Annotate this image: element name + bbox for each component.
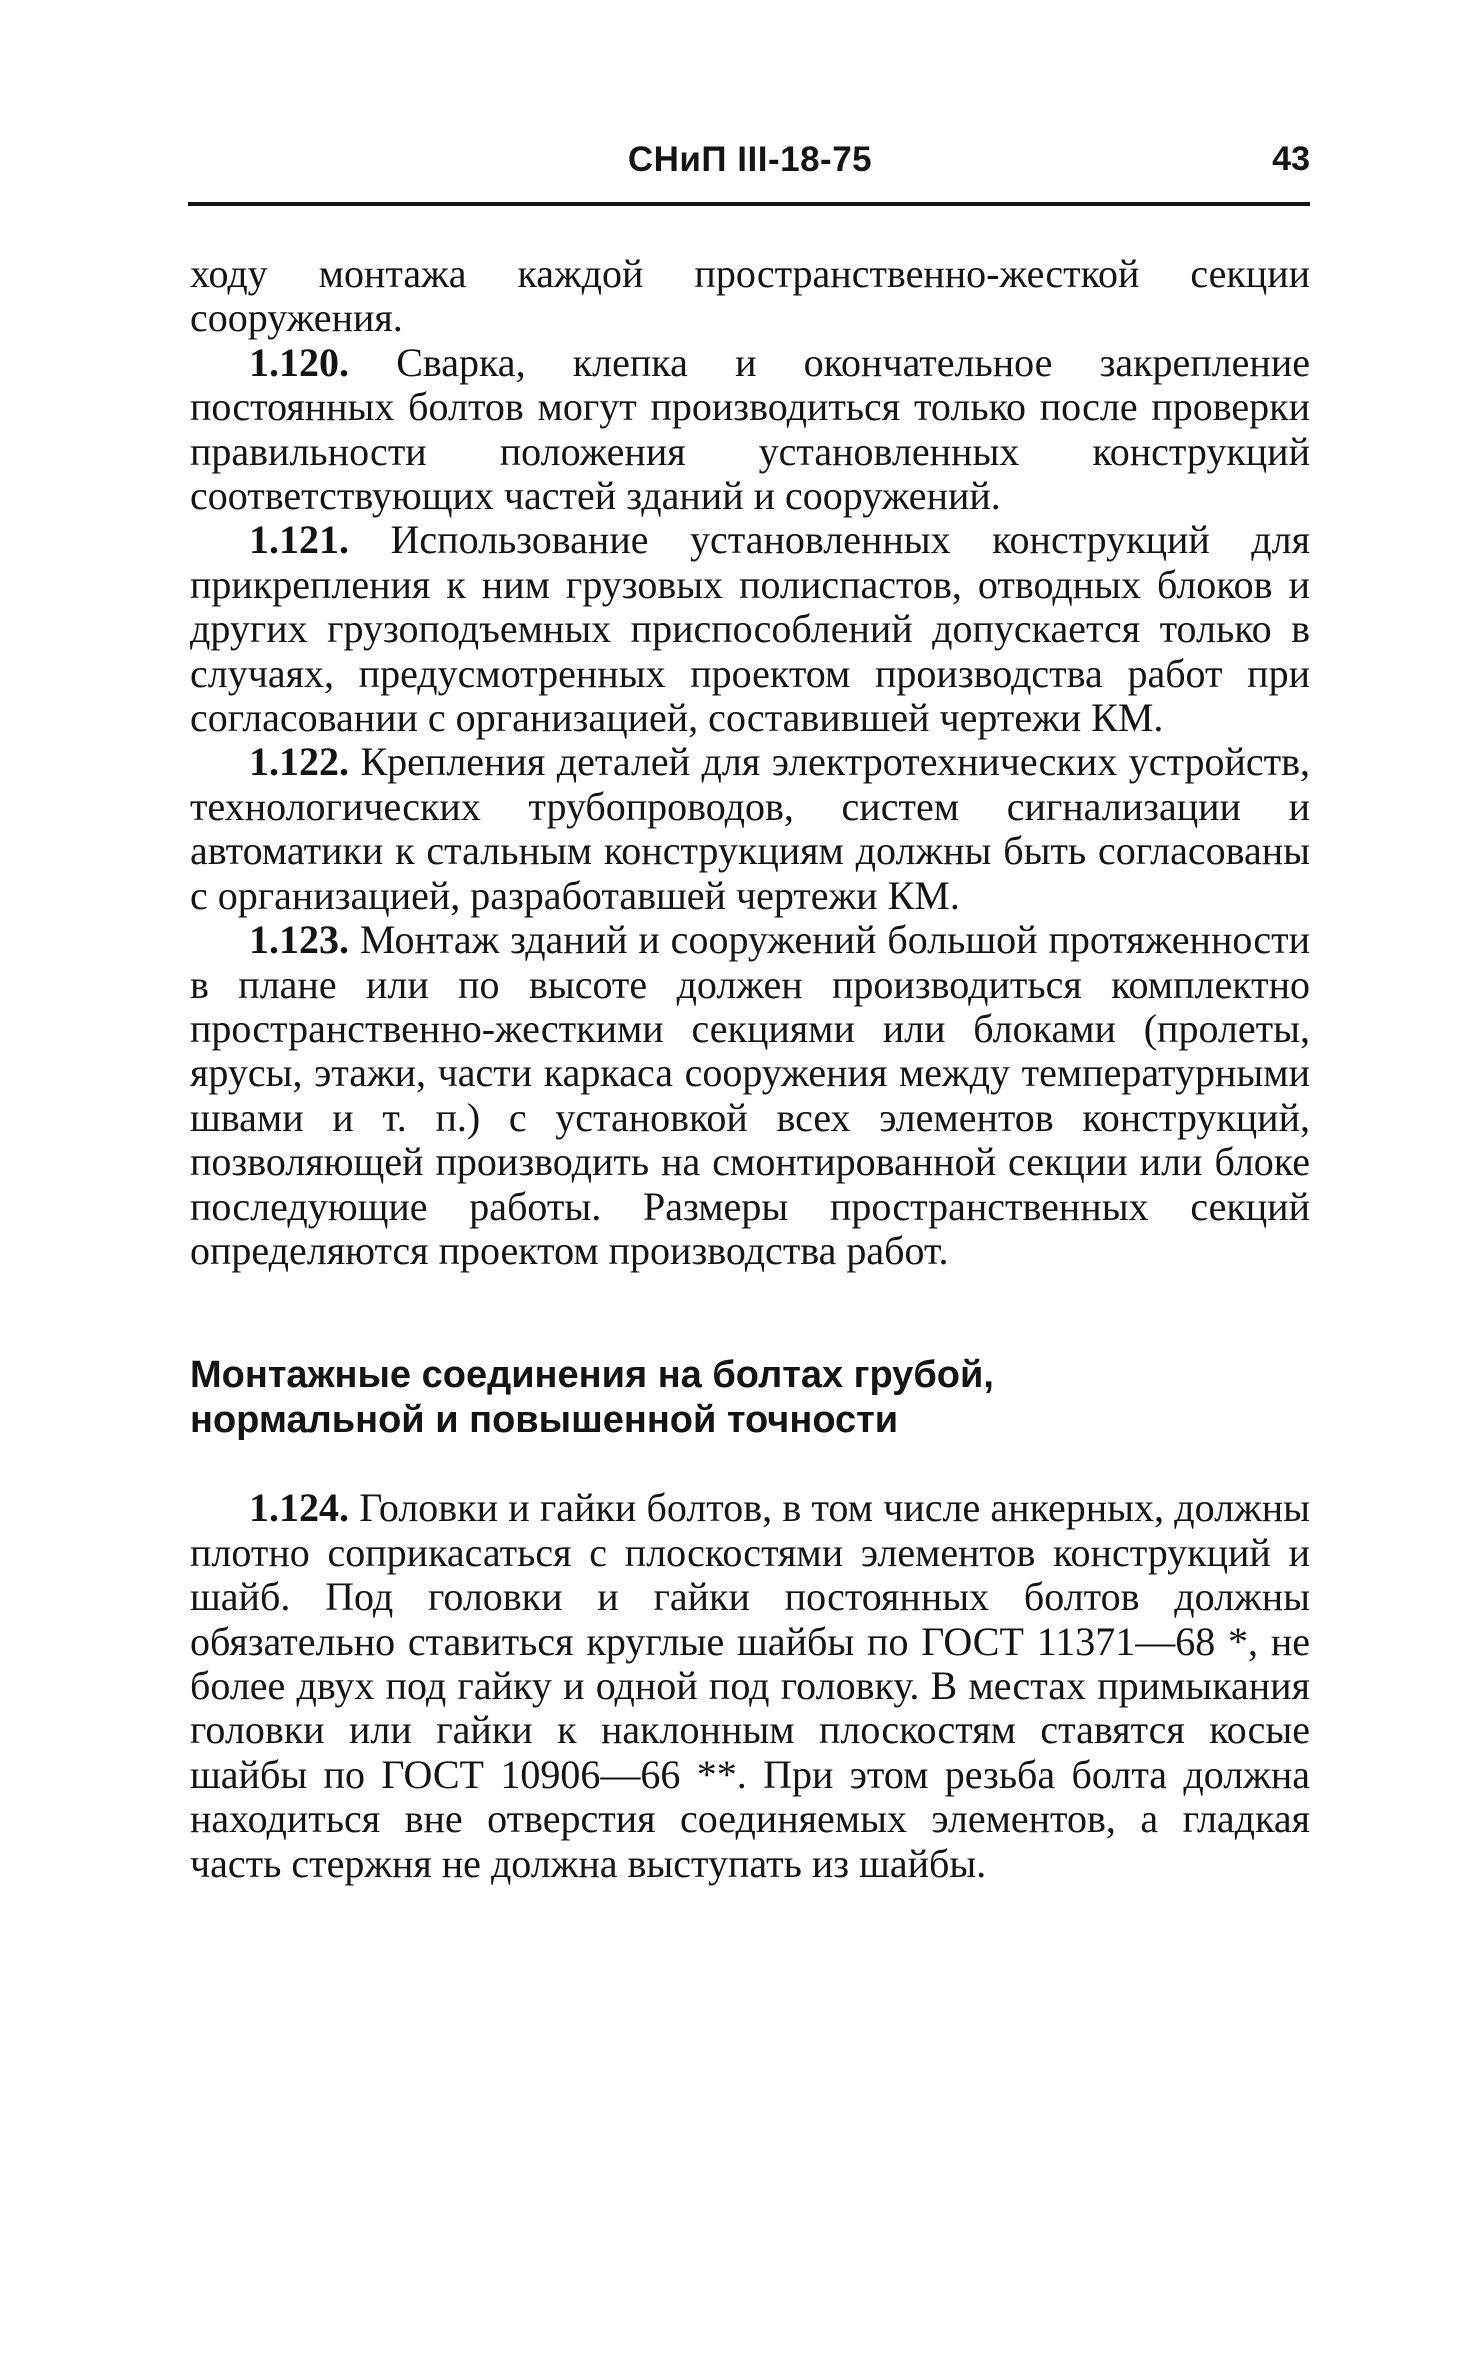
body-text: [190, 252, 1310, 1886]
clause-text: Крепления деталей для электротехнических устройств, технологических трубопроводов, систем сигнализации и автоматики к стальным конструкциям должны быть согласованы с организацией, разработавшей чертежи КМ.: [190, 739, 1311, 918]
clause-1-121: [190, 518, 1310, 740]
continuation-paragraph: ходу монтажа каждой пространственно-жесткой секции сооружения.: [190, 251, 1310, 341]
clause-number: 1.123.: [249, 917, 349, 963]
clause-text: Сварка, клепка и окончательное закрепление постоянных болтов могут производиться только после проверки правильности положения установленных конструкций соответствующих частей зданий и сооружений.: [190, 339, 1311, 519]
clause-number: 1.124.: [249, 1485, 349, 1531]
clause-1-123: [190, 918, 1310, 1273]
clause-1-124: [190, 1486, 1310, 1886]
clause-text: Монтаж зданий и сооружений большой протяженности в плане или по высоте должен производиться комплектно пространственно-жесткими секциями или блоками (пролеты, ярусы, этажи, части каркаса сооружения между температурными швами и т. п.) с установкой всех элементов конструкций, позволяющей производить на смонтированной секции или блоке последующие работы. Размеры пространственных секций определяются проектом производства работ.: [190, 917, 1311, 1273]
section-heading-line-2: нормальной и повышенной точности: [190, 1399, 899, 1442]
clause-text: Головки и гайки болтов, в том числе анкерных, должны плотно соприкасаться с плоскостями элементов конструкций и шайб. Под головки и гайки постоянных болтов должны обязательно ставиться круглые шайбы по ГОСТ 11371—68 *, не более двух под гайку и одной под головку. В местах примыкания головки или гайки к наклонным плоскостям ставятся косые шайбы по ГОСТ 10906—66 **. При этом резьба болта должна находиться вне отверстия соединяемых элементов, а гладкая часть стержня не должна выступать из шайбы.: [190, 1485, 1310, 1886]
clause-1-120: [190, 341, 1310, 519]
section-heading-line-1: Монтажные соединения на болтах грубой,: [190, 1354, 994, 1397]
clause-number: 1.120.: [249, 339, 349, 385]
clause-1-122: [190, 740, 1310, 918]
document-code: СНиП III-18-75: [627, 140, 873, 179]
clause-number: 1.122.: [249, 739, 349, 785]
section-heading: [190, 1353, 1310, 1443]
page-number: 43: [1272, 140, 1310, 178]
clause-text: Использование установленных конструкций для прикрепления к ним грузовых полиспастов, отводных блоков и других грузоподъемных приспособлений допускается только в случаях, предусмотренных проектом производства работ при согласовании с организацией, составившей чертежи КМ.: [190, 517, 1311, 741]
clause-number: 1.121.: [249, 517, 349, 563]
header-rule: [188, 202, 1310, 206]
running-header: [190, 138, 1310, 198]
